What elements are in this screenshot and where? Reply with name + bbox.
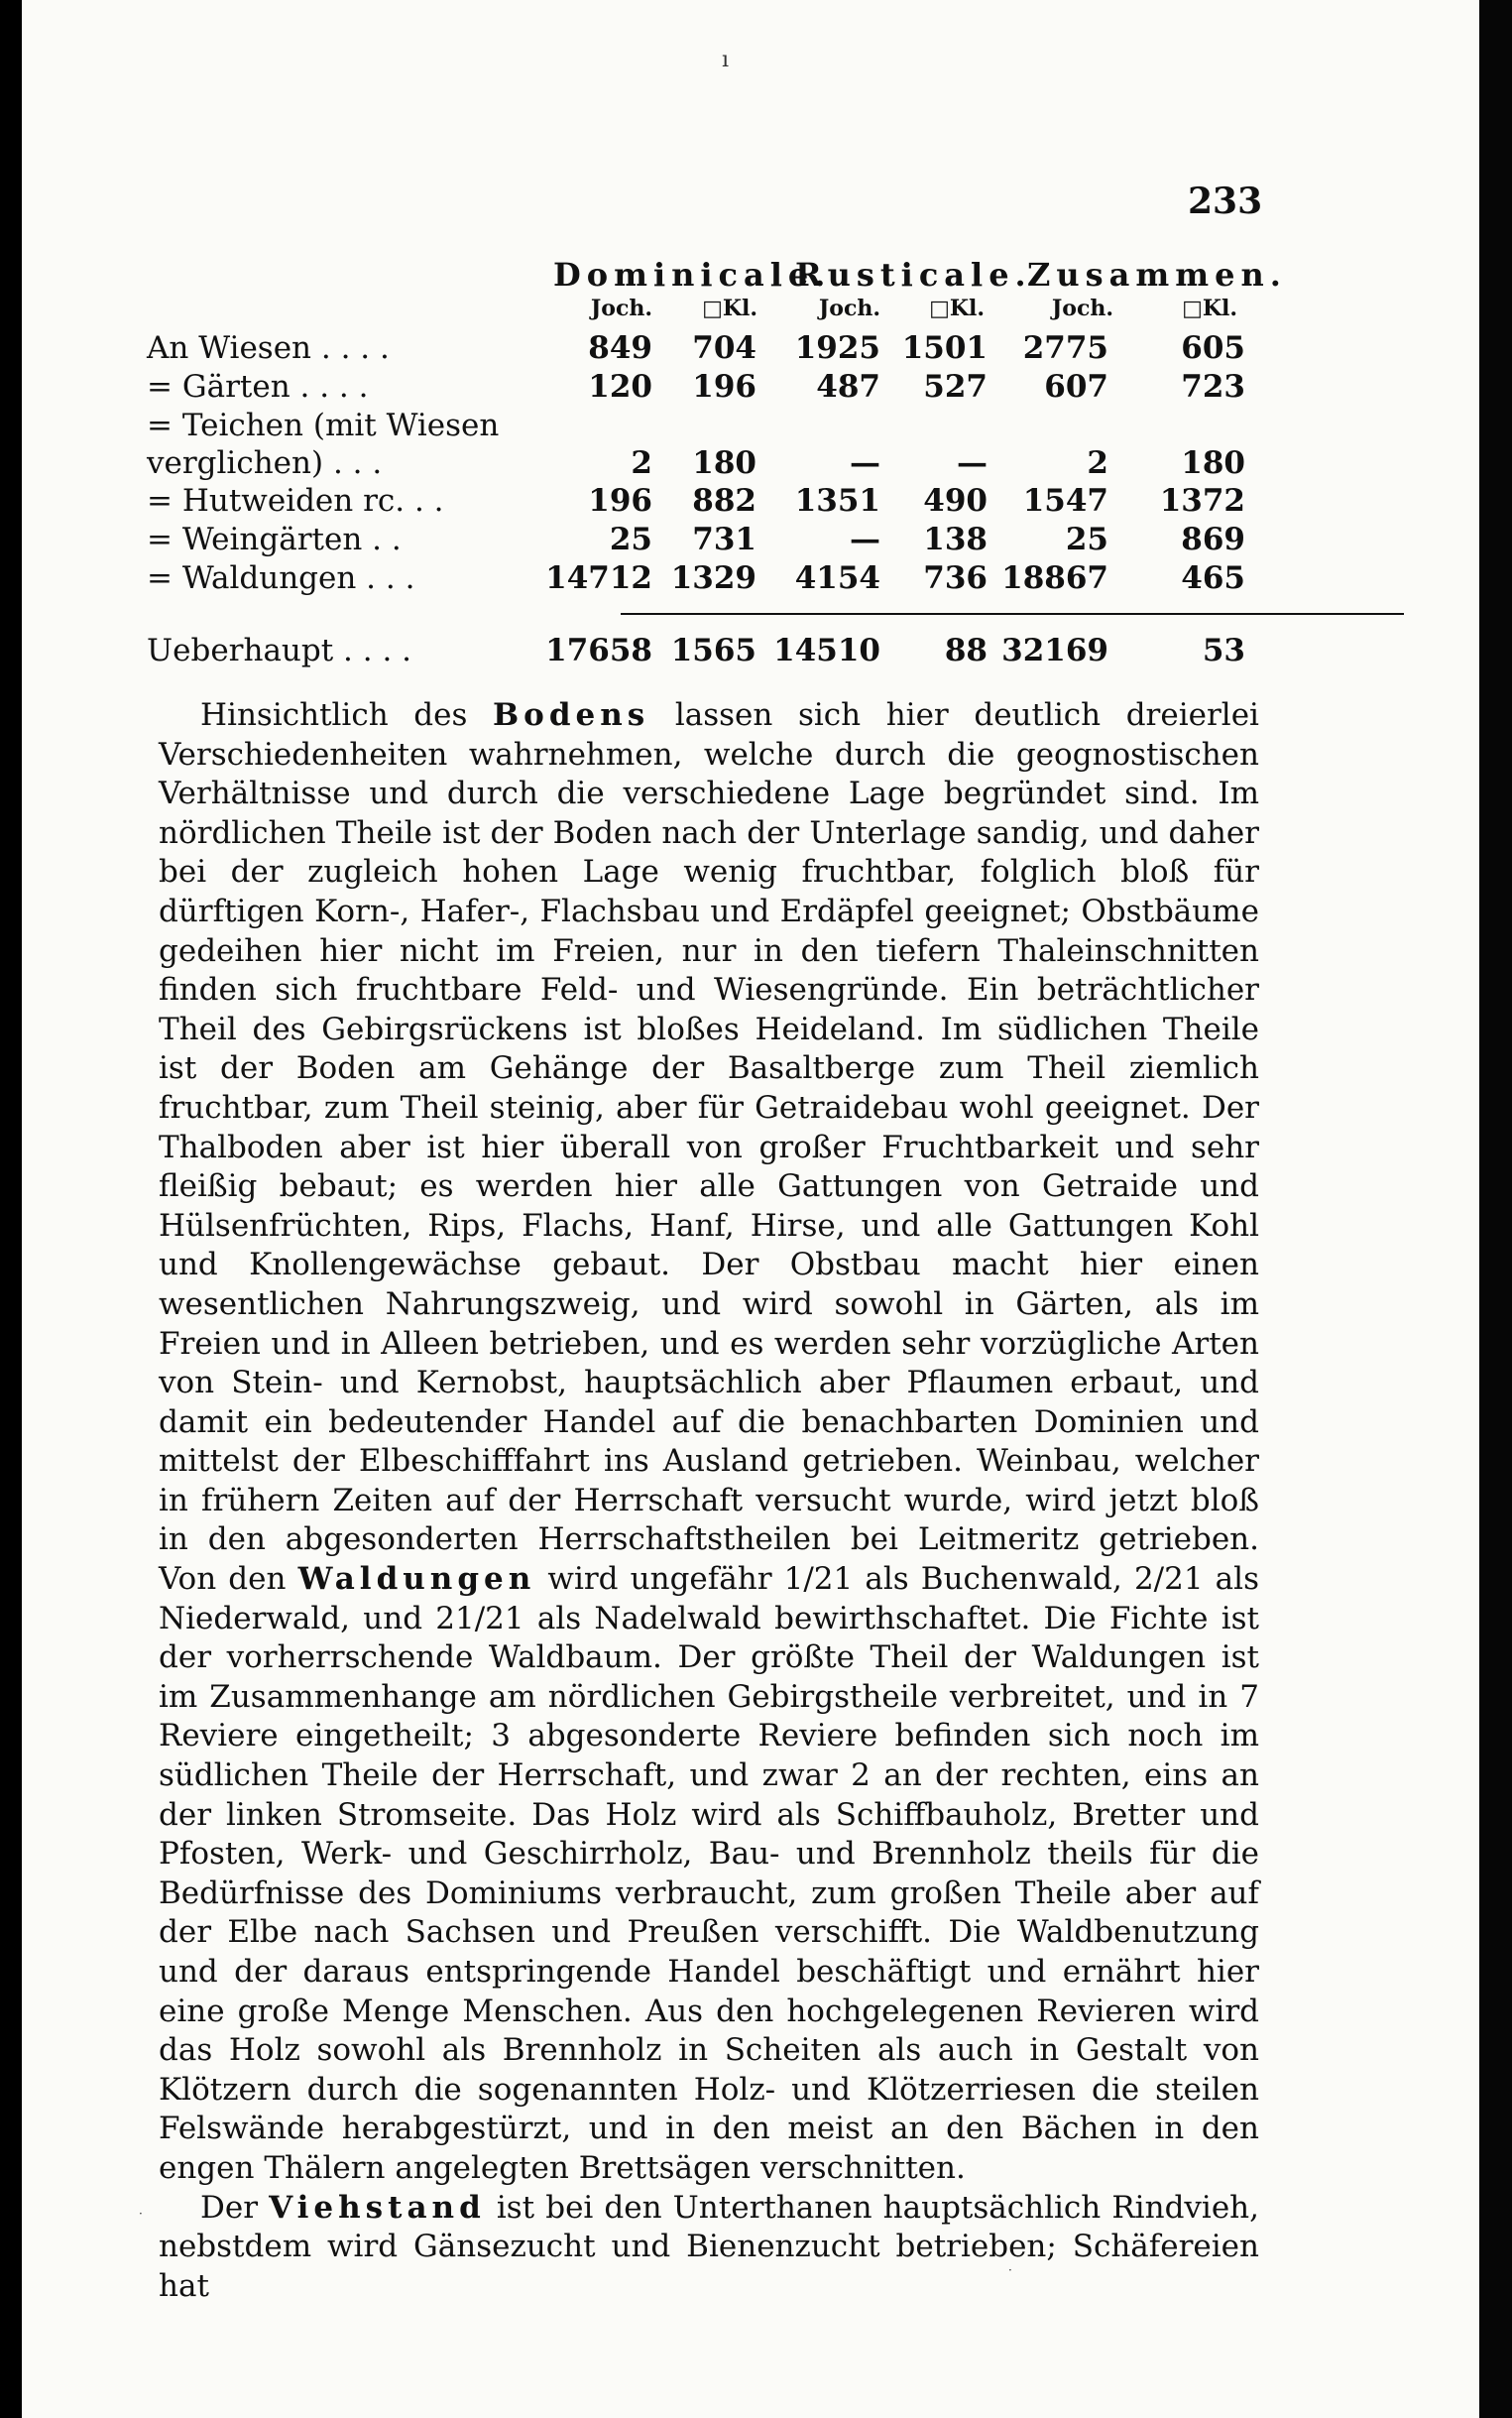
value: 1547 bbox=[1022, 483, 1108, 519]
value: 18867 bbox=[1001, 560, 1108, 596]
book-page bbox=[22, 0, 1479, 2418]
value: 490 bbox=[923, 483, 988, 519]
value: 25 bbox=[1065, 522, 1108, 557]
value: 704 bbox=[692, 330, 756, 366]
page-mark: ı bbox=[722, 48, 730, 72]
value: 731 bbox=[692, 522, 756, 557]
unit-joch: Joch. bbox=[818, 296, 880, 321]
value: 2 bbox=[1087, 445, 1108, 481]
value: 14510 bbox=[773, 633, 880, 668]
emphasized-term: Waldungen bbox=[297, 1561, 536, 1598]
value: — bbox=[850, 522, 880, 557]
table-row bbox=[147, 368, 1267, 407]
value: 196 bbox=[692, 369, 756, 405]
row-label: = Gärten . . . . bbox=[147, 369, 369, 405]
header-dominicale: Dominicale. bbox=[553, 256, 832, 294]
value: 605 bbox=[1181, 330, 1245, 366]
paragraph-text: ist bei den Unterthanen hauptsächlich Rindvieh, nebstdem wird Gänsezucht und Bienenzucht betrieben; Schäfereien hat bbox=[159, 2189, 1260, 2304]
total-row bbox=[147, 632, 1267, 670]
unit-joch: Joch. bbox=[590, 296, 652, 321]
land-statistics-table bbox=[147, 256, 1287, 670]
table-row bbox=[147, 559, 1267, 598]
paragraph bbox=[159, 696, 1259, 2189]
value: 2 bbox=[631, 445, 652, 481]
unit-klafter: □Kl. bbox=[702, 296, 757, 321]
row-label: = Waldungen . . . bbox=[147, 560, 415, 596]
paragraph-text: lassen sich hier deutlich dreierlei Verschiedenheiten wahrnehmen, welche durch die geognostischen Verhältnisse und durch die verschiedene Lage begründet sind. Im nördlichen Theile ist der Boden nach der Unterlage sandig, und daher bei der zugleich hohen Lage wenig fruchtbar, folglich bloß für dürftigen Korn-, Hafer-, Flachsbau und Erdäpfel geeignet; Obstbäume gedeihen hier nicht im Freien, nur in den tiefern Thaleinschnitten finden sich fruchtbare Feld- und Wiesengründe. Ein beträchtlicher Theil des Gebirgsrückens ist bloßes Heideland. Im südlichen Theile ist der Boden am Gehänge der Basaltberge zum Theil ziemlich fruchtbar, zum Theil steinig, aber für Getraidebau wohl geeignet. Der Thalboden aber ist hier überall von großer Fruchtbarkeit und sehr fleißig bebaut; es werden hier alle Gattungen von Getraide und Hülsenfrüchten, Rips, Flachs, Hanf, Hirse, und alle Gattungen Kohl und Knollengewächse gebaut. Der Obstbau macht hier einen wesentlichen Nahrungszweig, und wird sowohl in Gärten, als im Freien und in Alleen betrieben, und es werden sehr vorzügliche Arten von Stein- und Kernobst, hauptsächlich aber Pflaumen erbaut, und damit ein bedeutender Handel auf die benachbarten Dominien und mittelst der Elbeschifffahrt ins Ausland getrieben. Weinbau, welcher in frühern Zeiten auf der Herrschaft versucht wurde, wird jetzt bloß in den abgesonderten Herrschaftstheilen bei Leitmeritz getrieben. Von den bbox=[159, 697, 1259, 1598]
value: 487 bbox=[816, 369, 880, 405]
value: 607 bbox=[1044, 369, 1108, 405]
value: 180 bbox=[692, 445, 756, 481]
table-header bbox=[147, 256, 1287, 329]
body-text bbox=[159, 696, 1259, 2306]
unit-klafter: □Kl. bbox=[1182, 296, 1237, 321]
paragraph-text: Der bbox=[200, 2189, 270, 2226]
value: 849 bbox=[588, 330, 652, 366]
value: 32169 bbox=[1001, 633, 1108, 668]
value: 1372 bbox=[1159, 483, 1245, 519]
value: 4154 bbox=[794, 560, 880, 596]
value: — bbox=[850, 445, 880, 481]
value: 17658 bbox=[545, 633, 652, 668]
paragraph-text: Hinsichtlich des bbox=[200, 697, 493, 733]
row-label: = Weingärten . . bbox=[147, 522, 402, 557]
value: 869 bbox=[1181, 522, 1245, 557]
value: 138 bbox=[923, 522, 988, 557]
value: 1565 bbox=[670, 633, 756, 668]
page-mark: · bbox=[1008, 2263, 1012, 2277]
table-row bbox=[147, 521, 1267, 559]
value: 25 bbox=[609, 522, 652, 557]
emphasized-term: Bodens bbox=[492, 697, 650, 733]
table-row bbox=[147, 482, 1267, 521]
value: 88 bbox=[944, 633, 988, 668]
paragraph bbox=[159, 2189, 1259, 2307]
page-number: 233 bbox=[1188, 181, 1263, 222]
unit-klafter: □Kl. bbox=[929, 296, 985, 321]
value: 196 bbox=[588, 483, 652, 519]
value: 736 bbox=[923, 560, 988, 596]
row-label: An Wiesen . . . . bbox=[147, 330, 390, 366]
scan-shadow bbox=[1479, 0, 1512, 2418]
table-row bbox=[147, 407, 1267, 482]
table-row bbox=[147, 329, 1267, 368]
page-mark: · bbox=[139, 2207, 143, 2221]
unit-joch: Joch. bbox=[1051, 296, 1113, 321]
header-rusticale: Rusticale. bbox=[795, 256, 1032, 294]
value: 723 bbox=[1181, 369, 1245, 405]
value: 14712 bbox=[545, 560, 652, 596]
value: 527 bbox=[923, 369, 988, 405]
paragraph-text: wird ungefähr 1/21 als Buchenwald, 2/21 als Niederwald, und 21/21 als Nadelwald bewirthschaftet. Die Fichte ist der vorherrschende Waldbaum. Der größte Theil der Waldungen ist im Zusammenhange am nördlichen Gebirgstheile verbreitet, und in 7 Reviere eingetheilt; 3 abgesonderte Reviere befinden sich noch im südlichen Theile der Herrschaft, und zwar 2 an der rechten, eins an der linken Stromseite. Das Holz wird als Schiffbauholz, Bretter und Pfosten, Werk- und Geschirrholz, Bau- und Brennholz theils für die Bedürfnisse des Dominiums verbraucht, zum großen Theile aber auf der Elbe nach Sachsen und Preußen verschifft. Die Waldbenutzung und der daraus entspringende Handel beschäftigt und ernährt hier eine große Menge Menschen. Aus den hochgelegenen Revieren wird das Holz sowohl als Brennholz in Scheiten als auch in Gestalt von Klötzern durch die sogenannten Holz- und Klötzerriesen die steilen Felswände herabgestürzt, und in den meist an den Bächen in den engen Thälern angelegten Brettsägen verschnitten. bbox=[159, 1561, 1259, 2186]
value: 882 bbox=[692, 483, 756, 519]
row-label: Ueberhaupt . . . . bbox=[147, 633, 412, 668]
value: — bbox=[957, 445, 988, 481]
value: 465 bbox=[1181, 560, 1245, 596]
value: 53 bbox=[1202, 633, 1245, 668]
value: 1925 bbox=[794, 330, 880, 366]
value: 1329 bbox=[670, 560, 756, 596]
value: 120 bbox=[588, 369, 652, 405]
value: 180 bbox=[1181, 445, 1245, 481]
value: 1501 bbox=[901, 330, 988, 366]
header-zusammen: Zusammen. bbox=[1027, 256, 1287, 294]
value: 1351 bbox=[794, 483, 880, 519]
value: 2775 bbox=[1022, 330, 1108, 366]
row-label: = Teichen (mit Wiesen verglichen) . . . bbox=[147, 408, 500, 481]
total-divider bbox=[621, 613, 1404, 615]
row-label: = Hutweiden rc. . . bbox=[147, 483, 444, 519]
emphasized-term: Viehstand bbox=[269, 2189, 486, 2226]
